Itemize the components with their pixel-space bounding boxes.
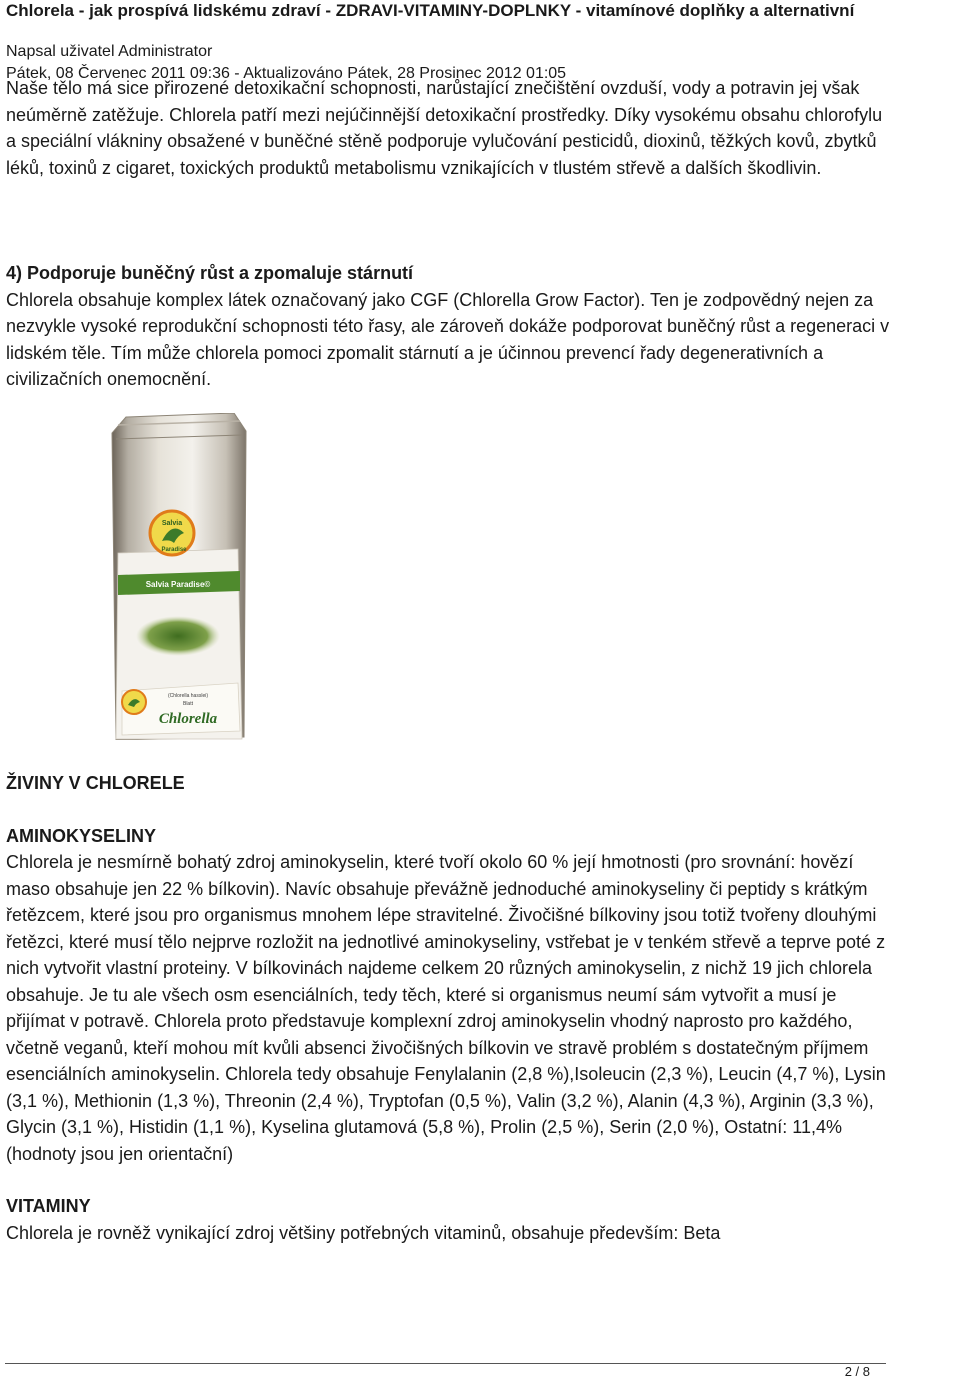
footer-divider (5, 1363, 886, 1364)
intro-text: Naše tělo má sice přirozené detoxikační schopnosti, narůstající znečištění ovzduší, vody a potravin jej však neúměrně zatěžuje. Chlorela patří mezi nejúčinnější detoxikační prostředky. Díky vysokému obsahu chlorofylu a speciální vlákniny obsažené v buněčné stěně podporuje vylučování pesticidů, dioxinů, těžkých kovů, zbytků léků, toxinů z cigaret, toxických produktů metabolismu vznikajících v tlustém střevě a dalších škodlivin. (6, 78, 883, 178)
section-cell-growth (6, 260, 890, 393)
logo-text-top: Salvia (161, 520, 183, 527)
label-small-text-2: Blatt (182, 701, 194, 707)
product-photo (108, 413, 250, 740)
powder-image (136, 616, 220, 656)
label-small-text-1: (Chlorella hasslei) (167, 693, 209, 699)
page-number: 2 / 8 (844, 1364, 870, 1379)
logo-text-bottom: Paradise (161, 547, 187, 553)
nutrients-section (6, 770, 890, 1246)
vitamins-text: Chlorela je rovněž vynikající zdroj většiny potřebných vitaminů, obsahuje především: Beta (6, 1222, 721, 1243)
section-heading: 4) Podporuje buněčný růst a zpomaluje stárnutí (6, 263, 414, 283)
amino-heading: AMINOKYSELINY (6, 825, 157, 846)
section-text: Chlorela obsahuje komplex látek označovaný jako CGF (Chlorella Grow Factor). Ten je zodpovědný nejen za nezvykle vysoké reprodukční schopnosti této řasy, ale zároveň dokáže podporovat buněčný růst a regeneraci v lidském těle. Tím může chlorela pomoci zpomalit stárnutí a je účinnou prevencí řady degenerativních a civilizačních onemocnění. (6, 289, 890, 389)
date-line: Pátek, 08 Červenec 2011 09:36 - Aktualizováno Pátek, 28 Prosinec 2012 01:05 (6, 65, 567, 82)
amino-text: Chlorela je nesmírně bohatý zdroj aminokyselin, které tvoří okolo 60 % její hmotnosti (pro srovnání: hovězí maso obsahuje jen 22 % bílkovin). Navíc obsahuje převážně jednoduché aminokyseliny či peptidy s krátkým řetězcem, které jsou pro organismus mnohem lépe stravitelné. Živočišné bílkoviny jsou totiž tvořeny dlouhými řetězci, které musí tělo nejprve rozložit na jednotlivé aminokyseliny, vstřebat je v tenkém střevě a teprve poté z nich vytvořit vlastní proteiny. V bílkovinách najdeme celkem 20 různých aminokyselin, z nichž 19 jich chlorela obsahuje. Je tu ale všech osm esenciálních, tedy těch, které si organismus neumí sám vytvořit a musí je přijímat v potravě. Chlorela proto představuje komplexní zdroj aminokyselin vhodný naprosto pro každého, včetně veganů, kteří mohou mít kvůli absenci živočišných bílkovin ve stravě problém s dostatečným příjmem esenciálních aminokyselin. Chlorela tedy obsahuje Fenylalanin (2,8 %),Isoleucin (2,3 %), Leucin (4,7 %), Lysin (3,1 %), Methionin (1,3 %), Threonin (2,4 %), Tryptofan (0,5 %), Valin (3,2 %), Alanin (4,3 %), Arginin (3,3 %), Glycin (3,1 %), Histidin (1,1 %), Kyselina glutamová (5,8 %), Prolin (2,5 %), Serin (2,0 %), Ostatní: 11,4% (hodnoty jsou jen orientační) (6, 852, 886, 1164)
author-line: Napsal uživatel Administrator (6, 43, 213, 60)
intro-paragraph (6, 75, 890, 181)
label-product-name: Chlorella (158, 711, 218, 727)
product-label (122, 683, 240, 735)
brand-band-text: Salvia Paradise© (145, 580, 211, 589)
vitamins-heading: VITAMINY (6, 1196, 91, 1216)
document-title: Chlorela - jak prospívá lidskému zdraví - ZDRAVI-VITAMINY-DOPLNKY - vitamínové doplňky a alternativní (6, 1, 855, 20)
nutrients-title: ŽIVINY V CHLORELE (6, 773, 185, 793)
salvia-paradise-logo (150, 511, 194, 555)
